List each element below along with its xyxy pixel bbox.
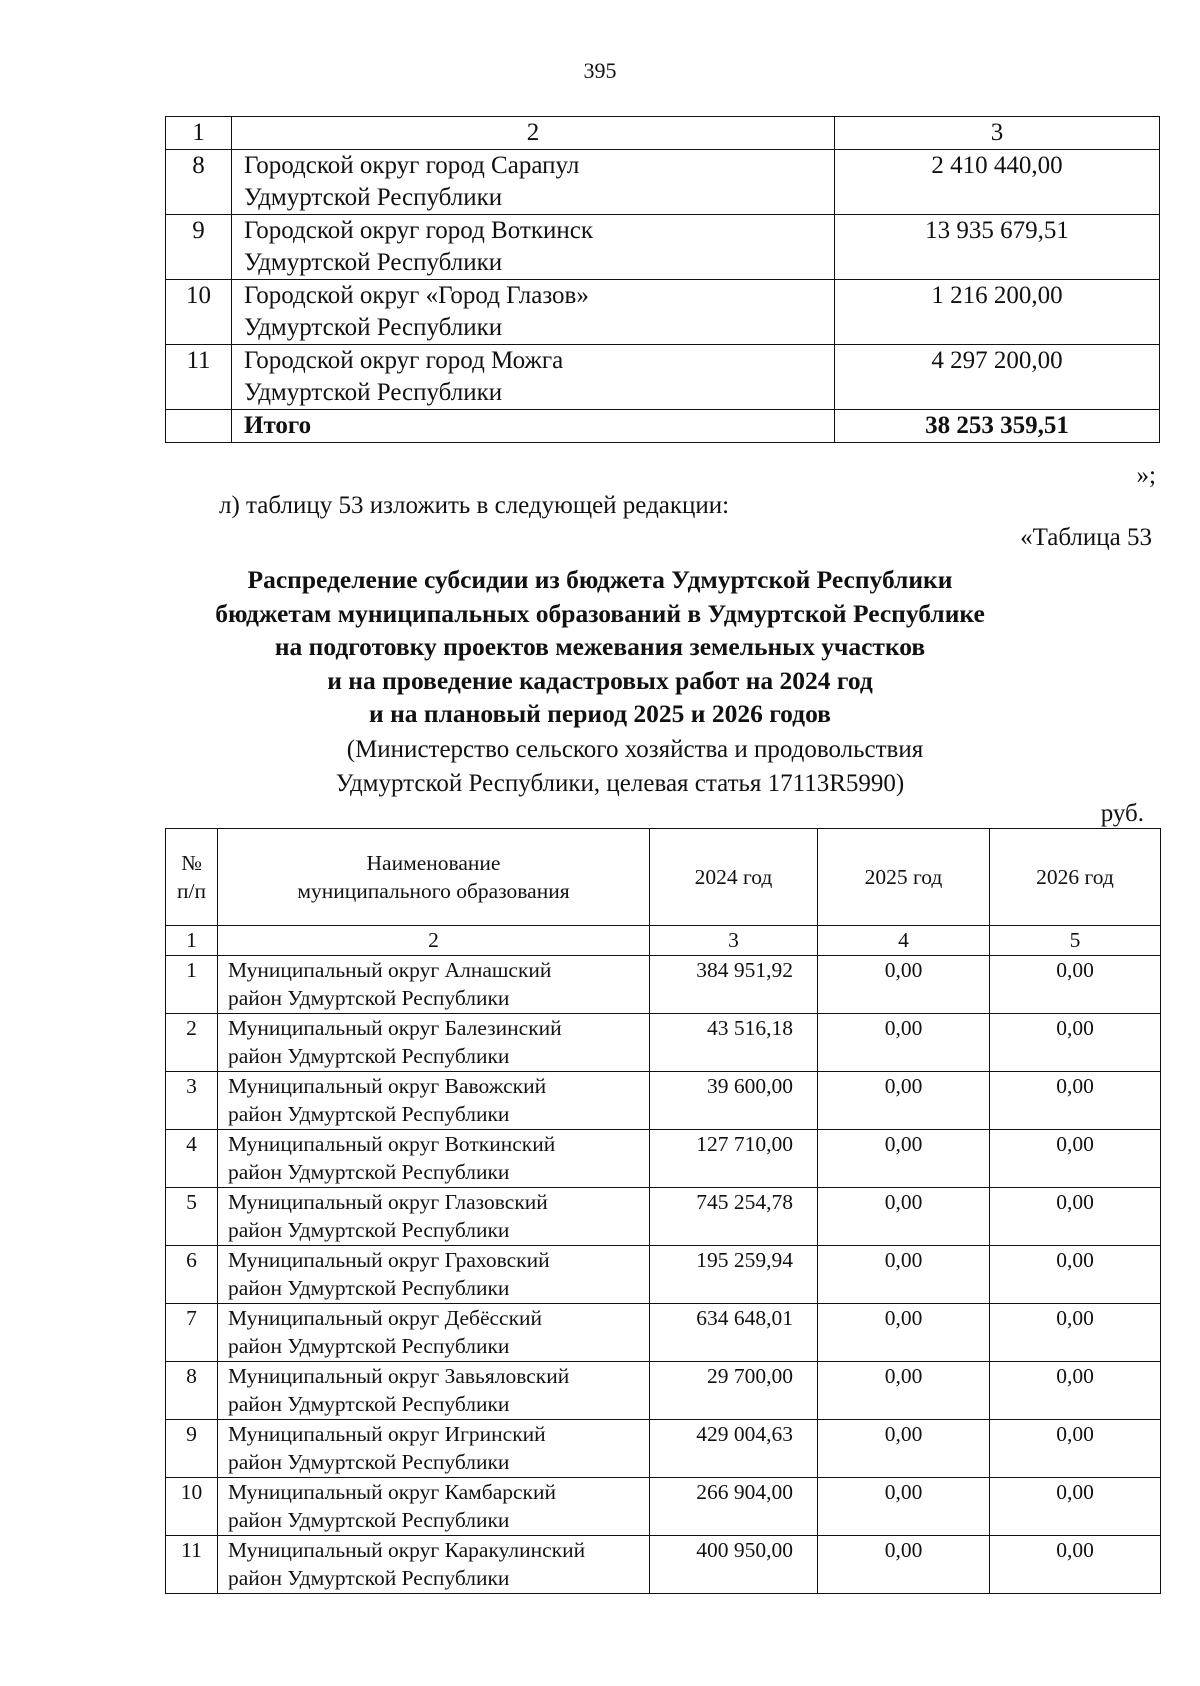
name-line2: район Удмуртской Республики [228,986,510,1010]
name-line2: район Удмуртской Республики [228,1218,510,1242]
row-number: 10 [166,1478,218,1536]
name-line1: Городской округ город Воткинск [244,217,593,244]
row-number: 2 [166,1014,218,1072]
index-cell: 3 [835,117,1160,150]
row-number: 9 [166,1420,218,1478]
table-row [166,345,1160,410]
previous-table [165,116,1160,443]
name-line2: район Удмуртской Республики [228,1276,510,1300]
amount-cell: 13 935 679,51 [835,215,1160,280]
subtitle-line: (Министерство сельского хозяйства и продовольствия [346,736,924,763]
value-2026: 0,00 [990,1130,1161,1188]
index-cell: 2 [218,926,650,956]
title-line: бюджетам муниципальных образований в Удмуртской Республике [215,598,985,628]
municipality-name [218,1188,650,1246]
index-cell: 1 [166,926,218,956]
value-2026: 0,00 [990,1072,1161,1130]
table-row [166,1188,1161,1246]
header-name [218,829,650,926]
value-2026: 0,00 [990,1304,1161,1362]
value-2025: 0,00 [818,1072,990,1130]
table-row [166,215,1160,280]
value-2025: 0,00 [818,956,990,1014]
title-line: и на плановый период 2025 и 2026 годов [369,699,831,728]
row-number: 11 [166,345,232,410]
table-title [0,563,1200,731]
row-number: 8 [166,1362,218,1420]
municipality-name [232,215,835,280]
index-cell: 5 [990,926,1161,956]
previous-table-index-row [166,117,1160,150]
name-line1: Муниципальный округ Игринский [228,1422,546,1446]
header-2026: 2026 год [990,829,1161,926]
name-line1: Муниципальный округ Завьяловский [228,1364,570,1388]
name-line1: Муниципальный округ Граховский [228,1248,550,1272]
value-2024: 127 710,00 [650,1130,818,1188]
name-line1: Муниципальный округ Каракулинский [228,1538,586,1562]
municipality-name [218,1362,650,1420]
value-2026: 0,00 [990,1478,1161,1536]
name-line2: район Удмуртской Республики [228,1102,510,1126]
table-53-body [166,829,1161,1594]
table-row [166,1478,1161,1536]
name-line1: Городской округ город Можга [244,347,564,374]
table-row [166,1304,1161,1362]
value-2024: 634 648,01 [650,1304,818,1362]
value-2025: 0,00 [818,1536,990,1594]
value-2026: 0,00 [990,1536,1161,1594]
value-2024: 400 950,00 [650,1536,818,1594]
table-row [166,1014,1161,1072]
value-2025: 0,00 [818,1304,990,1362]
municipality-name [232,280,835,345]
header-name-line2: муниципального образования [297,879,570,903]
municipality-name [218,1072,650,1130]
municipality-name [218,1014,650,1072]
name-line2: район Удмуртской Республики [228,1044,510,1068]
value-2024: 745 254,78 [650,1188,818,1246]
total-label: Итого [232,410,835,443]
name-line1: Муниципальный округ Глазовский [228,1190,548,1214]
row-number: 4 [166,1130,218,1188]
table-row [166,1420,1161,1478]
name-line1: Городской округ «Город Глазов» [244,282,589,309]
table-row [166,1536,1161,1594]
municipality-name [218,1246,650,1304]
row-number: 9 [166,215,232,280]
value-2025: 0,00 [818,1130,990,1188]
row-number: 11 [166,1536,218,1594]
table-row [166,150,1160,215]
total-amount: 38 253 359,51 [835,410,1160,443]
row-number: 10 [166,280,232,345]
name-line2: район Удмуртской Республики [228,1450,510,1474]
municipality-name [218,1130,650,1188]
index-cell: 1 [166,117,232,150]
total-row [166,410,1160,443]
table-row [166,956,1161,1014]
municipality-name [218,1420,650,1478]
name-line2: Удмуртской Республики [244,249,503,276]
row-number: 7 [166,1304,218,1362]
name-line1: Муниципальный округ Балезинский [228,1016,562,1040]
value-2026: 0,00 [990,1188,1161,1246]
value-2024: 43 516,18 [650,1014,818,1072]
title-line: на подготовку проектов межевания земельных участков [274,632,926,661]
amount-cell: 1 216 200,00 [835,280,1160,345]
name-line1: Муниципальный округ Воткинский [228,1132,556,1156]
row-number: 5 [166,1188,218,1246]
value-2024: 39 600,00 [650,1072,818,1130]
header-name-line1: Наименование [366,851,501,875]
row-number: 1 [166,956,218,1014]
name-line1: Муниципальный округ Алнашский [228,958,552,982]
amount-cell: 4 297 200,00 [835,345,1160,410]
header-no-line1: № [181,851,202,875]
table-row [166,1362,1161,1420]
value-2025: 0,00 [818,1246,990,1304]
index-cell: 3 [650,926,818,956]
index-cell: 2 [232,117,835,150]
table-subtitle [0,733,1200,801]
index-cell: 4 [818,926,990,956]
municipality-name [232,150,835,215]
subtitle-line: Удмуртской Республики, целевая статья 17113R5990) [335,770,905,797]
value-2025: 0,00 [818,1478,990,1536]
previous-table-body [166,117,1160,443]
name-line2: район Удмуртской Республики [228,1334,510,1358]
value-2025: 0,00 [818,1014,990,1072]
row-number: 6 [166,1246,218,1304]
value-2025: 0,00 [818,1362,990,1420]
page-number: 395 [583,58,617,83]
municipality-name [218,1536,650,1594]
value-2024: 384 951,92 [650,956,818,1014]
value-2026: 0,00 [990,956,1161,1014]
name-line2: район Удмуртской Республики [228,1160,510,1184]
value-2024: 266 904,00 [650,1478,818,1536]
municipality-name [232,345,835,410]
municipality-name [218,956,650,1014]
total-empty-cell [166,410,232,443]
name-line2: район Удмуртской Республики [228,1392,510,1416]
value-2024: 429 004,63 [650,1420,818,1478]
name-line1: Муниципальный округ Камбарский [228,1480,557,1504]
title-line: и на проведение кадастровых работ на 2024 год [327,665,873,695]
row-number: 8 [166,150,232,215]
value-2026: 0,00 [990,1420,1161,1478]
value-2025: 0,00 [818,1188,990,1246]
table-53-header-row [166,829,1161,926]
title-line: Распределение субсидии из бюджета Удмуртской Республики [247,565,953,594]
header-no-line2: п/п [177,879,206,903]
header-no [166,829,218,926]
municipality-name [218,1304,650,1362]
value-2025: 0,00 [818,1420,990,1478]
table-caption: «Таблица 53 [1020,524,1152,551]
name-line2: Удмуртской Республики [244,314,503,341]
amount-cell: 2 410 440,00 [835,150,1160,215]
value-2024: 29 700,00 [650,1362,818,1420]
value-2024: 195 259,94 [650,1246,818,1304]
header-2025: 2025 год [818,829,990,926]
table-row [166,280,1160,345]
name-line2: район Удмуртской Республики [228,1508,510,1532]
header-2024: 2024 год [650,829,818,926]
name-line1: Муниципальный округ Вавожский [228,1074,547,1098]
value-2026: 0,00 [990,1014,1161,1072]
quote-end: »; [1136,462,1156,489]
currency-unit: руб. [1100,800,1144,827]
table-53-index-row [166,926,1161,956]
value-2026: 0,00 [990,1362,1161,1420]
name-line2: район Удмуртской Республики [228,1566,510,1590]
table-53 [165,828,1161,1594]
value-2026: 0,00 [990,1246,1161,1304]
name-line2: Удмуртской Республики [244,184,503,211]
name-line2: Удмуртской Республики [244,379,503,406]
table-row [166,1130,1161,1188]
table-row [166,1072,1161,1130]
row-number: 3 [166,1072,218,1130]
name-line1: Городской округ город Сарапул [244,152,580,179]
name-line1: Муниципальный округ Дебёсский [228,1306,543,1330]
table-row [166,1246,1161,1304]
instruction-text: л) таблицу 53 изложить в следующей редакции: [219,492,730,519]
municipality-name [218,1478,650,1536]
